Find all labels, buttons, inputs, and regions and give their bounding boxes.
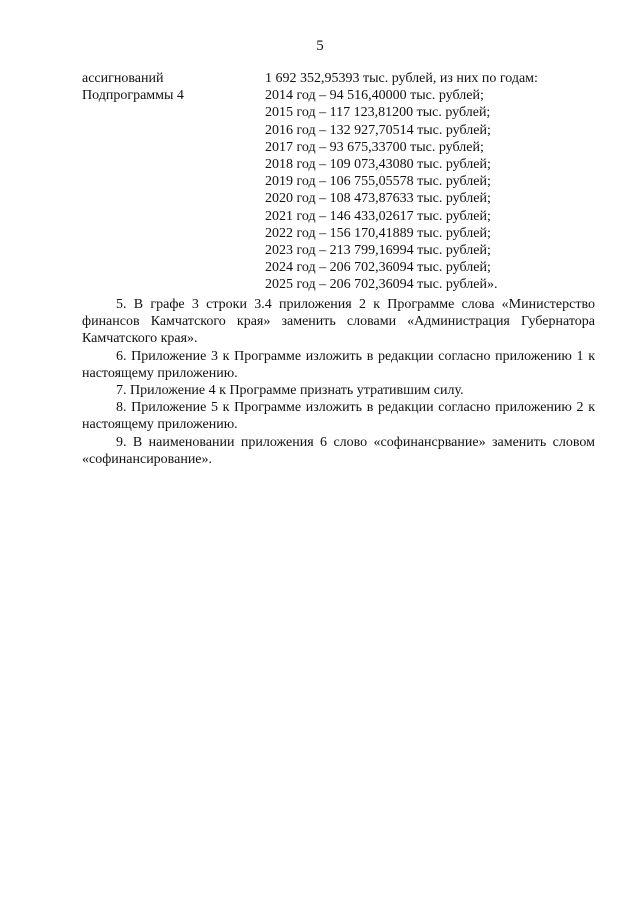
paragraph-6: 6. Приложение 3 к Программе изложить в редакции согласно приложению 1 к настоящему приложению. <box>82 348 595 381</box>
budget-label <box>82 70 252 104</box>
budget-values <box>265 70 585 294</box>
budget-year-2015: 2015 год – 117 123,81200 тыс. рублей; <box>265 105 491 121</box>
budget-year-2019: 2019 год – 106 755,05578 тыс. рублей; <box>265 174 491 190</box>
budget-year-2025: 2025 год – 206 702,36094 тыс. рублей». <box>265 277 498 293</box>
budget-label-line: Подпрограммы 4 <box>82 88 184 104</box>
budget-label-line: ассигнований <box>82 71 164 86</box>
budget-year-2022: 2022 год – 156 170,41889 тыс. рублей; <box>265 225 491 241</box>
budget-year-2020: 2020 год – 108 473,87633 тыс. рублей; <box>265 191 491 207</box>
page-number: 5 <box>316 38 324 54</box>
budget-year-2017: 2017 год – 93 675,33700 тыс. рублей; <box>265 139 484 155</box>
budget-year-2024: 2024 год – 206 702,36094 тыс. рублей; <box>265 260 491 276</box>
paragraph-9: 9. В наименовании приложения 6 слово «софинансрвание» заменить словом «софинансирование». <box>82 434 595 467</box>
budget-year-2016: 2016 год – 132 927,70514 тыс. рублей; <box>265 122 491 138</box>
budget-year-2021: 2021 год – 146 433,02617 тыс. рублей; <box>265 208 491 224</box>
paragraph-7: 7. Приложение 4 к Программе признать утратившим силу. <box>116 383 464 399</box>
budget-year-2023: 2023 год – 213 799,16994 тыс. рублей; <box>265 243 491 259</box>
paragraph-5: 5. В графе 3 строки 3.4 приложения 2 к Программе слова «Министерство финансов Камчатского края» заменить словами «Администрация Губернатора Камчатского края». <box>82 297 595 347</box>
budget-year-2014: 2014 год – 94 516,40000 тыс. рублей; <box>265 88 484 104</box>
amendment-paragraphs <box>82 296 595 468</box>
budget-year-2018: 2018 год – 109 073,43080 тыс. рублей; <box>265 157 491 173</box>
budget-total: 1 692 352,95393 тыс. рублей, из них по годам: <box>265 71 538 86</box>
paragraph-8: 8. Приложение 5 к Программе изложить в редакции согласно приложению 2 к настоящему приложению. <box>82 400 595 433</box>
